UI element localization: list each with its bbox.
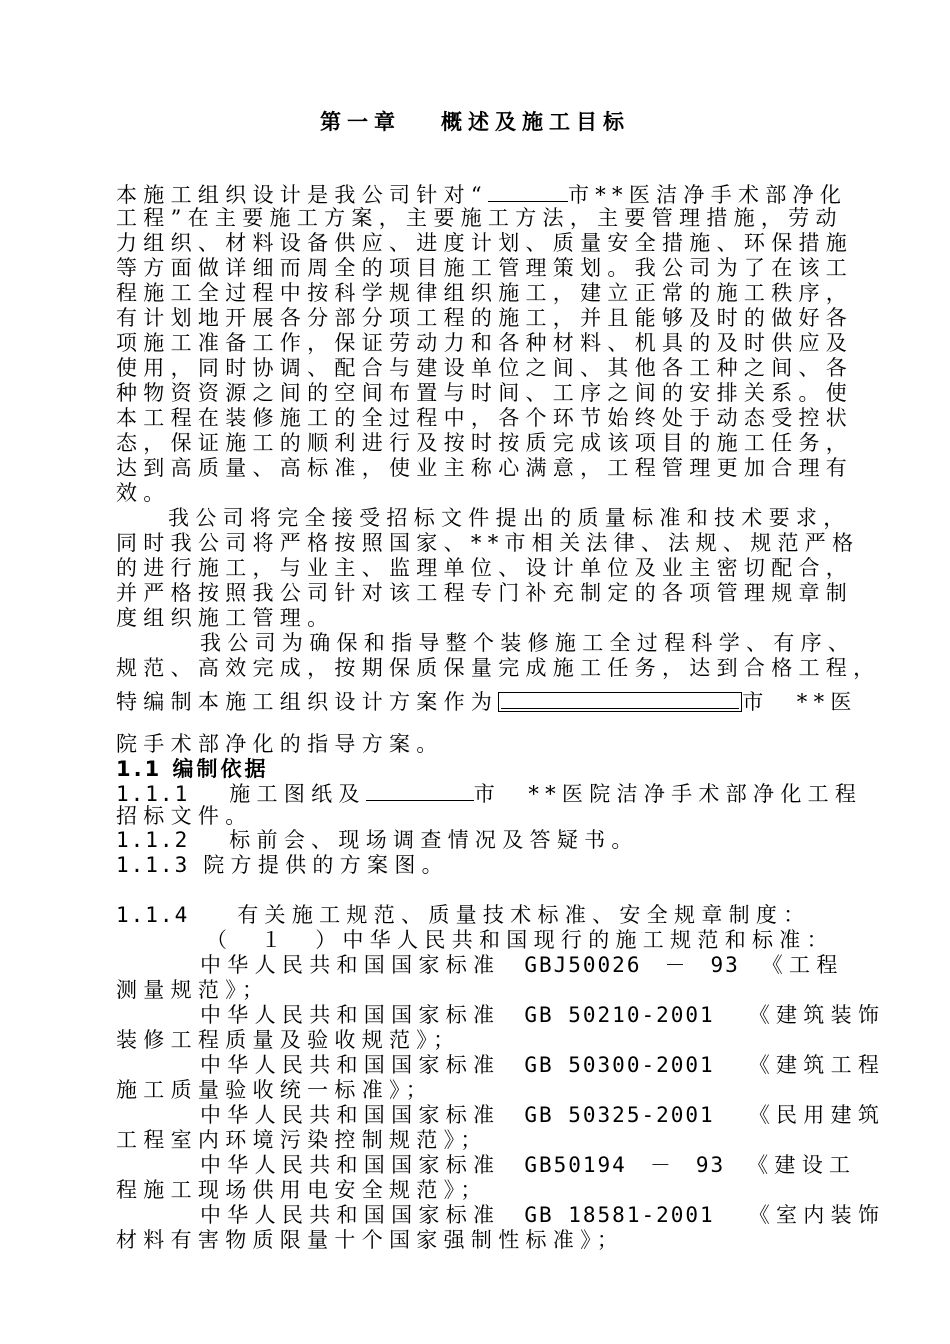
standard-line-cont: 程施工现场供用电安全规范》； [116,1178,488,1202]
para2-line: 并严格按照我公司针对该工程专门补充制定的各项管理规章制 [116,581,854,605]
standard-line: 中华人民共和国国家标准 GB50194 － 93 《建设工 [200,1153,857,1177]
para1-line: 态，保证施工的顺利进行及按时按质完成该项目的施工任务， [116,431,854,455]
item-1-1-1: 1.1.1 施工图纸及 市 **医院洁净手术部净化工程 [116,782,863,806]
chapter-label: 第一章 [320,110,401,134]
section-heading: 1.1 编制依据 [116,757,269,781]
para3-line: 我公司为确保和指导整个装修施工全过程科学、有序、 [200,631,856,655]
project-name-field [498,692,742,712]
para3-line: 规范、高效完成，按期保质保量完成施工任务，达到合格工程， [116,656,881,680]
item-1-1-1-cont: 招标文件。 [116,804,253,828]
standard-line: 中华人民共和国国家标准 GB 50210-2001 《建筑装饰 [200,1003,886,1027]
project-blank [488,183,568,202]
para1-line: 工程”在主要施工方案，主要施工方法，主要管理措施，劳动 [116,206,843,230]
para3-line: 特编制本施工组织设计方案作为 市 **医 [116,690,858,714]
para2-line: 度组织施工管理。 [116,606,335,630]
para1-line: 效。 [116,481,171,505]
item-1-1-3: 1.1.3 院方提供的方案图。 [116,853,449,877]
standard-line-cont: 装修工程质量及验收规范》； [116,1028,461,1052]
para2-line: 同时我公司将严格按照国家、**市相关法律、法规、规范严格 [116,531,860,555]
para1-line: 有计划地开展各分部分项工程的施工，并且能够及时的做好各 [116,306,854,330]
item-1-1-2: 1.1.2 标前会、现场调查情况及答疑书。 [116,828,639,852]
project-blank [366,782,474,801]
para2-line: 我公司将完全接受招标文件提出的质量标准和技术要求， [168,506,851,530]
standard-line: 中华人民共和国国家标准 GB 50300-2001 《建筑工程 [200,1053,886,1077]
item-1-1-4: 1.1.4 有关施工规范、质量技术标准、安全规章制度： [116,903,811,927]
standard-line-cont: 测量规范》； [116,978,270,1002]
para1-line: 使用，同时协调、配合与建设单位之间、其他各工种之间、各 [116,356,854,380]
para2-line: 的进行施工，与业主、监理单位、设计单位及业主密切配合， [116,556,854,580]
standard-line-cont: 施工质量验收统一标准》； [116,1078,434,1102]
para1-line: 程施工全过程中按科学规律组织施工，建立正常的施工秩序， [116,281,854,305]
para1-line: 达到高质量、高标准，使业主称心满意，工程管理更加合理有 [116,456,854,480]
chapter-title [0,106,950,136]
standard-line: 中华人民共和国国家标准 GB 50325-2001 《民用建筑 [200,1103,886,1127]
chapter-heading: 概述及施工目标 [441,110,630,134]
standard-line: 中华人民共和国国家标准 GBJ50026 － 93 《工程 [200,953,844,977]
standard-line-cont: 材料有害物质限量十个国家强制性标准》； [116,1228,625,1252]
para1-line: 本工程在装修施工的全过程中，各个环节始终处于动态受控状 [116,406,854,430]
sub-item-1: （ １ ）中华人民共和国现行的施工规范和标准： [206,928,834,952]
para3-line: 院手术部净化的指导方案。 [116,732,444,756]
para1-line: 项施工准备工作，保证劳动力和各种材料、机具的及时供应及 [116,331,854,355]
para1-line: 力组织、材料设备供应、进度计划、质量安全措施、环保措施 [116,231,854,255]
para1-line: 本施工组织设计是我公司针对“ 市**医洁净手术部净化 [116,183,848,207]
para1-line: 等方面做详细而周全的项目施工管理策划。我公司为了在该工 [116,256,854,280]
standard-line-cont: 工程室内环境污染控制规范》； [116,1128,488,1152]
para1-line: 种物资资源之间的空间布置与时间、工序之间的安排关系。使 [116,381,854,405]
standard-line: 中华人民共和国国家标准 GB 18581-2001 《室内装饰 [200,1203,886,1227]
